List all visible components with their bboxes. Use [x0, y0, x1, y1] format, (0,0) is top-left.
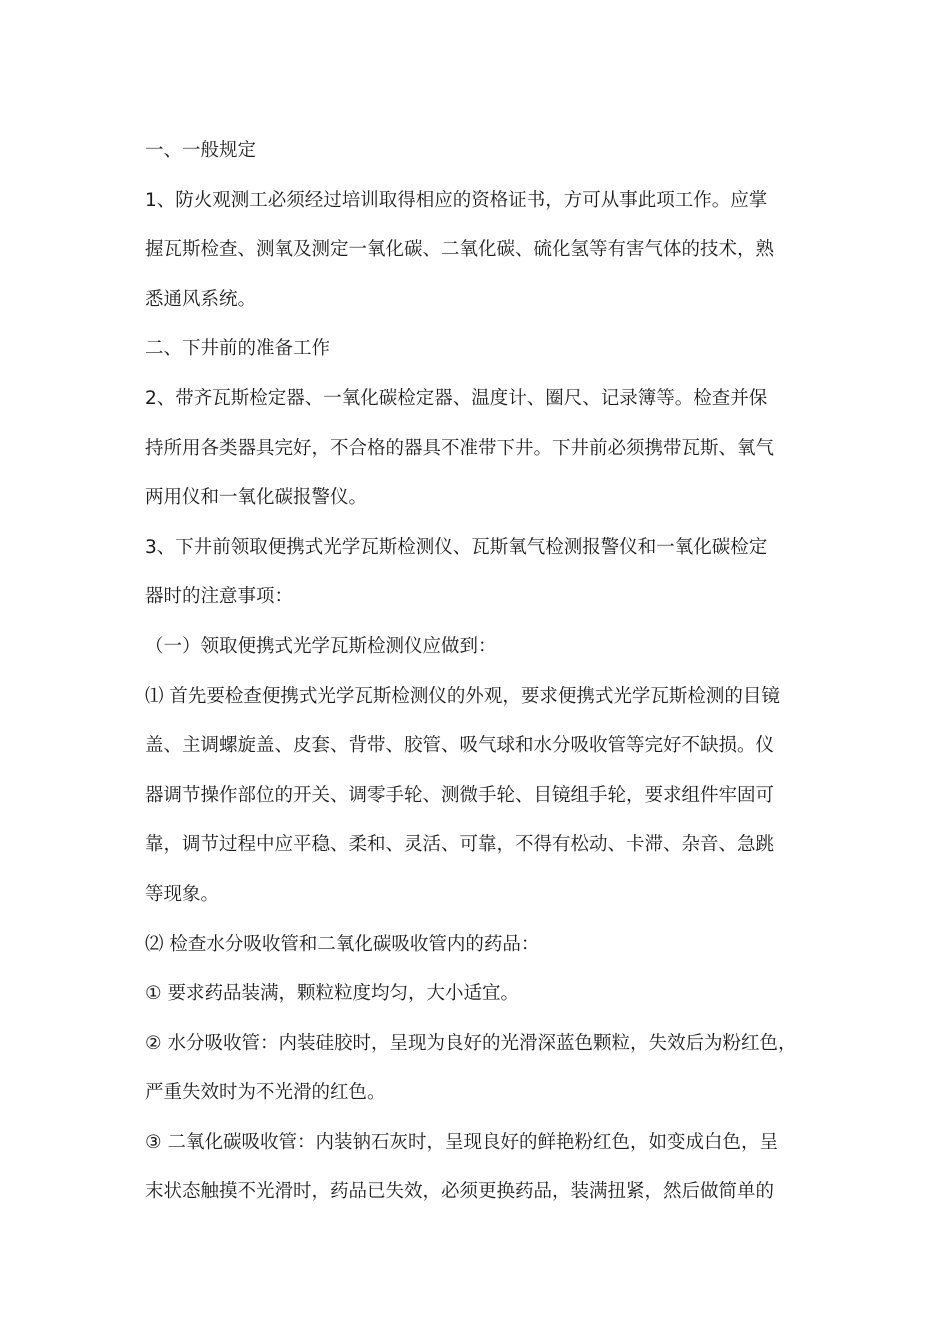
text-line: 靠，调节过程中应平稳、柔和、灵活、可靠，不得有松动、卡滞、杂音、急跳 [145, 834, 775, 856]
text-line: 末状态触摸不光滑时，药品已失效，必须更换药品，装满扭紧，然后做简单的 [145, 1181, 775, 1203]
subsection-heading: （一）领取便携式光学瓦斯检测仪应做到： [145, 635, 497, 657]
text-line: 等现象。 [145, 883, 220, 905]
text-line: 严重失效时为不光滑的红色。 [145, 1082, 386, 1104]
text-line: 3、下井前领取便携式光学瓦斯检测仪、瓦斯氧气检测报警仪和一氧化碳检定 [145, 536, 768, 558]
text-line: 2、带齐瓦斯检定器、一氧化碳检定器、温度计、圈尺、记录簿等。检查并保 [145, 387, 768, 409]
text-line: ⑴ 首先要检查便携式光学瓦斯检测仪的外观，要求便携式光学瓦斯检测的目镜 [145, 685, 780, 707]
list-item: ① 要求药品装满，颗粒粒度均匀，大小适宜。 [145, 983, 519, 1005]
text-line: 两用仪和一氧化碳报警仪。 [145, 487, 368, 509]
text-line: 盖、主调螺旋盖、皮套、背带、胶管、吸气球和水分吸收管等完好不缺损。仪 [145, 735, 775, 757]
document-body [145, 126, 820, 1217]
text-line: 悉通风系统。 [145, 288, 257, 310]
section-heading-general-rules: 一、一般规定 [145, 140, 257, 161]
section-heading-preparation: 二、下井前的准备工作 [145, 338, 331, 360]
list-item: ② 水分吸收管：内装硅胶时，呈现为良好的光滑深蓝色颗粒，失效后为粉红色， [145, 1032, 797, 1054]
text-line: 器调节操作部位的开关、调零手轮、测微手轮、目镜组手轮，要求组件牢固可 [145, 784, 775, 806]
list-item: ③ 二氧化碳吸收管：内装钠石灰时，呈现良好的鲜艳粉红色，如变成白色，呈 [145, 1131, 778, 1153]
text-line: 器时的注意事项： [145, 586, 294, 608]
text-line: 1、防火观测工必须经过培训取得相应的资格证书，方可从事此项工作。应掌 [145, 189, 768, 211]
text-line: ⑵ 检查水分吸收管和二氧化碳吸收管内的药品： [145, 933, 540, 955]
text-line: 握瓦斯检查、测氧及测定一氧化碳、二氧化碳、硫化氢等有害气体的技术，熟 [145, 239, 775, 261]
text-line: 持所用各类器具完好，不合格的器具不准带下井。下井前必须携带瓦斯、氧气 [145, 437, 775, 459]
